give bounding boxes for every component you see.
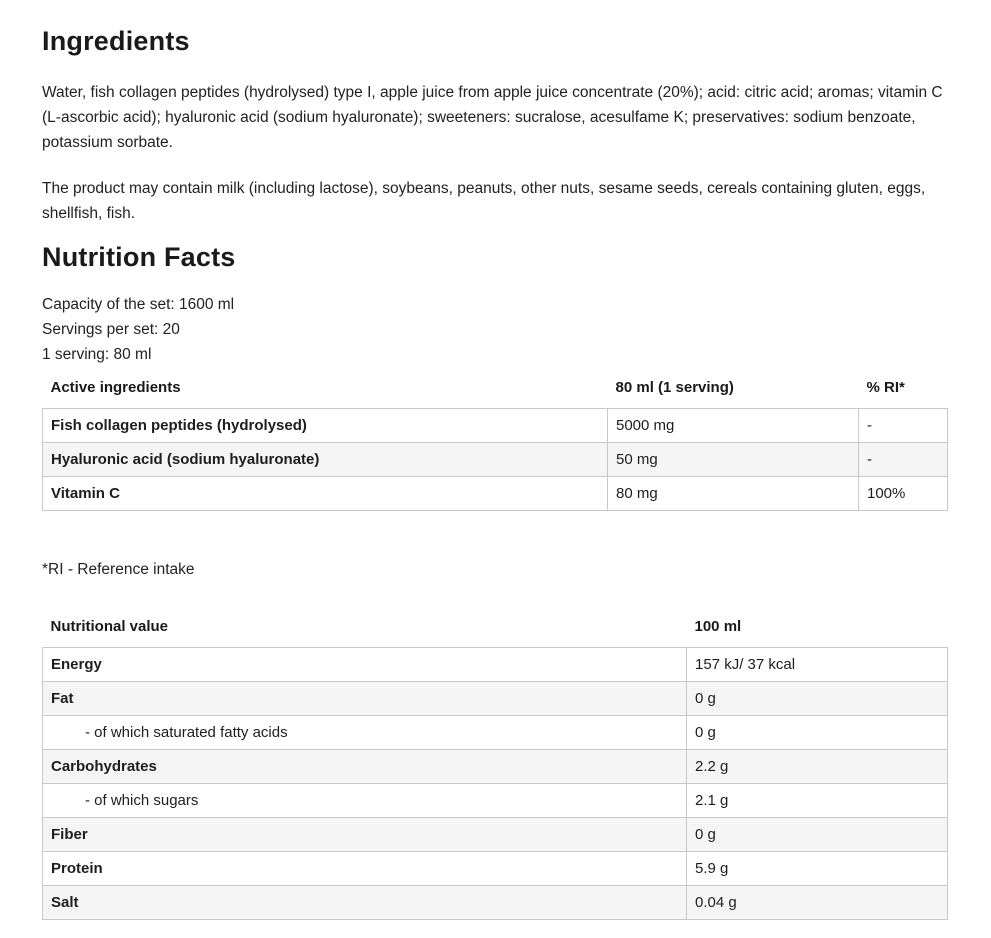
ingredient-amount-cell: 80 mg <box>608 477 859 511</box>
table-row <box>43 818 948 852</box>
ingredient-name-cell: Vitamin C <box>43 477 608 511</box>
nutrient-name-cell: Carbohydrates <box>43 750 687 784</box>
serving-info <box>42 292 947 367</box>
ingredient-name-cell: Fish collagen peptides (hydrolysed) <box>43 409 608 443</box>
table-row <box>43 852 948 886</box>
ingredient-ri-cell: 100% <box>859 477 948 511</box>
ingredients-paragraph: Water, fish collagen peptides (hydrolysed) type I, apple juice from apple juice concentrate (20%); acid: citric acid; aromas; vitamin C (L-ascorbic acid); hyaluronic acid (sodium hyaluronate); sweeteners: sucralose, acesulfame K; preservatives: sodium benzoate, potassium sorbate. <box>42 84 943 151</box>
nutrition-table-section <box>42 612 947 920</box>
ingredient-ri-cell: - <box>859 443 948 477</box>
active-ingredients-header-row <box>43 373 948 409</box>
nutrient-value-cell: 2.2 g <box>687 750 948 784</box>
ingredient-amount-cell: 50 mg <box>608 443 859 477</box>
column-header-nutritional-value: Nutritional value <box>43 612 687 648</box>
nutrient-name-cell: - of which sugars <box>43 784 687 818</box>
nutrient-value-cell: 0 g <box>687 716 948 750</box>
serving-size-line: 1 serving: 80 ml <box>42 346 152 363</box>
column-header-ri: % RI* <box>859 373 948 409</box>
ingredients-heading: Ingredients <box>42 26 190 56</box>
table-row <box>43 477 948 511</box>
nutrient-value-cell: 0 g <box>687 682 948 716</box>
ingredient-amount-cell: 5000 mg <box>608 409 859 443</box>
active-ingredients-table <box>42 373 948 511</box>
table-row <box>43 750 948 784</box>
servings-per-set-line: Servings per set: 20 <box>42 321 180 338</box>
allergens-paragraph: The product may contain milk (including lactose), soybeans, peanuts, other nuts, sesame seeds, cereals containing gluten, eggs, shellfish, fish. <box>42 180 926 222</box>
reference-intake-note: *RI - Reference intake <box>42 561 195 578</box>
nutrient-value-cell: 157 kJ/ 37 kcal <box>687 648 948 682</box>
nutritional-value-header-row <box>43 612 948 648</box>
nutritional-value-table <box>42 612 948 920</box>
nutrient-value-cell: 0.04 g <box>687 886 948 920</box>
column-header-serving: 80 ml (1 serving) <box>608 373 859 409</box>
column-header-100ml: 100 ml <box>687 612 948 648</box>
nutrient-name-cell: Energy <box>43 648 687 682</box>
nutrient-name-cell: Fiber <box>43 818 687 852</box>
nutrient-value-cell: 2.1 g <box>687 784 948 818</box>
table-row <box>43 682 948 716</box>
table-row <box>43 886 948 920</box>
ingredient-name-cell: Hyaluronic acid (sodium hyaluronate) <box>43 443 608 477</box>
table-row <box>43 443 948 477</box>
nutrient-value-cell: 0 g <box>687 818 948 852</box>
nutrient-name-cell: Fat <box>43 682 687 716</box>
nutrient-value-cell: 5.9 g <box>687 852 948 886</box>
nutrition-facts-heading: Nutrition Facts <box>42 242 236 272</box>
column-header-active-ingredients: Active ingredients <box>43 373 608 409</box>
nutrient-name-cell: Protein <box>43 852 687 886</box>
ingredient-ri-cell: - <box>859 409 948 443</box>
nutrient-name-cell: - of which saturated fatty acids <box>43 716 687 750</box>
table-row <box>43 784 948 818</box>
nutrient-name-cell: Salt <box>43 886 687 920</box>
table-row <box>43 648 948 682</box>
table-row <box>43 716 948 750</box>
table-row <box>43 409 948 443</box>
capacity-line: Capacity of the set: 1600 ml <box>42 296 235 313</box>
